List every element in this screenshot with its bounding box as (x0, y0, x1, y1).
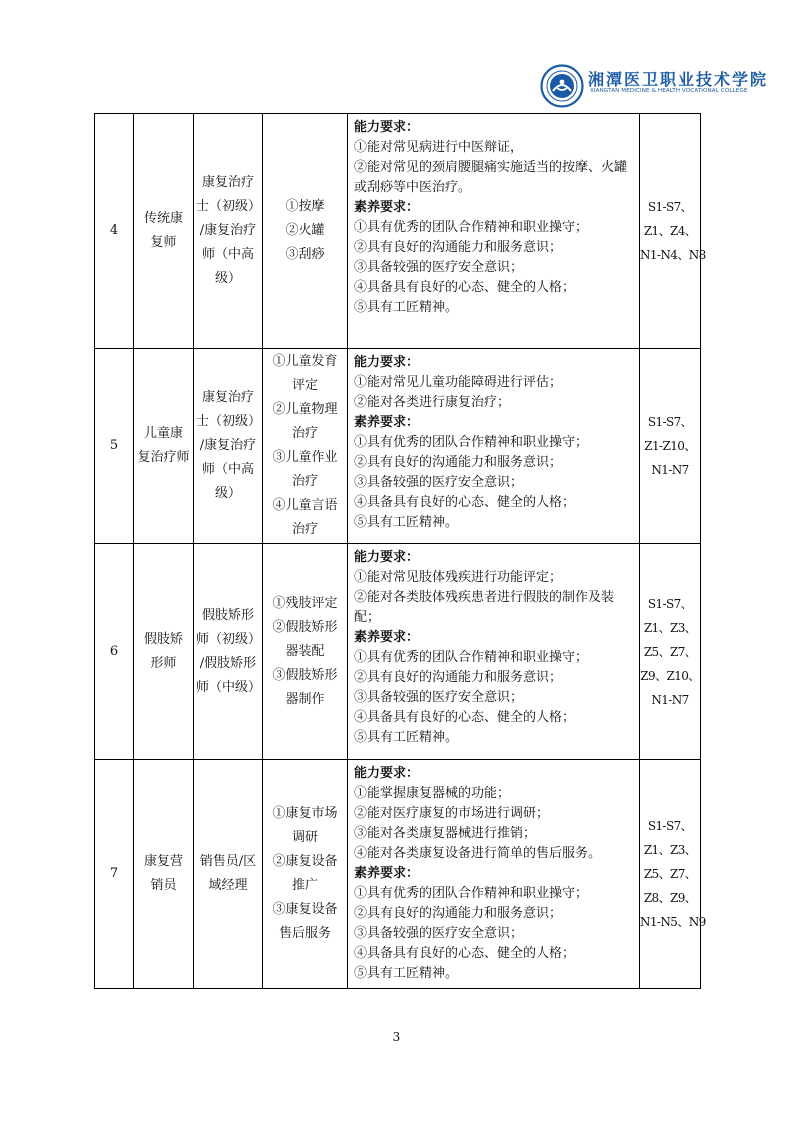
work-task-line: ②火罐 (285, 223, 325, 238)
quality-item: ②具有良好的沟通能力和服务意识； (354, 240, 563, 255)
quality-item: ②具有良好的沟通能力和服务意识； (354, 455, 563, 470)
job-title-cell (134, 349, 194, 544)
ability-heading: 能力要求： (354, 120, 420, 135)
job-title-cell (134, 114, 194, 349)
code-line: S1-S7、 (647, 596, 693, 611)
college-logo (540, 64, 769, 112)
certificate-line: 康复治疗 (201, 390, 254, 405)
certificate-line: /康复治疗 (199, 223, 257, 238)
work-task-line: ①康复市场 (272, 806, 338, 821)
ability-item: ②能对医疗康复的市场进行调研； (354, 806, 550, 821)
quality-item: ④具备具有良好的心态、健全的人格； (354, 280, 576, 295)
code-line: N1-N7 (651, 463, 689, 477)
ability-item: ②能对各类肢体残疾患者进行假肢的制作及装配； (354, 590, 615, 625)
work-task-line: ③康复设备 (272, 902, 338, 917)
work-task-line: 推广 (291, 878, 318, 893)
row-number: 7 (95, 760, 134, 989)
job-title-line: 儿童康 (143, 426, 183, 441)
code-line: S1-S7、 (647, 200, 693, 214)
certificate-line: 士（初级） (196, 414, 262, 429)
code-line: N1-N5、N9 (640, 915, 706, 929)
code-line: Z5、Z7、 (643, 867, 697, 881)
code-line: Z9、Z10、 (640, 668, 700, 683)
ability-item: ①能掌握康复器械的功能； (354, 786, 511, 801)
ability-item: ①能对常见肢体残疾进行功能评定； (354, 570, 563, 585)
table-row (95, 760, 701, 989)
code-line: S1-S7、 (647, 819, 693, 833)
quality-item: ①具有优秀的团队合作精神和职业操守； (354, 435, 589, 450)
quality-item: ③具备较强的医疗安全意识； (354, 260, 524, 275)
row-number: 5 (95, 349, 134, 544)
job-title-line: 复师 (150, 235, 177, 250)
job-title-cell (134, 544, 194, 760)
quality-item: ②具有良好的沟通能力和服务意识； (354, 670, 563, 685)
quality-item: ③具备较强的医疗安全意识； (354, 926, 524, 941)
certificate-line: 级） (214, 486, 241, 501)
certificate-line: /康复治疗 (199, 438, 257, 453)
work-task-line: ③儿童作业 (272, 450, 338, 465)
quality-item: ⑤具有工匠精神。 (354, 300, 459, 315)
work-task-line: 器装配 (285, 643, 325, 659)
requirement-cell (348, 544, 640, 760)
code-line: S1-S7、 (647, 415, 693, 429)
job-title-line: 销员 (150, 878, 177, 893)
certificate-line: 康复治疗 (201, 175, 254, 190)
code-line: Z1、Z3、 (643, 620, 697, 635)
quality-item: ④具备具有良好的心态、健全的人格； (354, 495, 576, 510)
requirement-cell (348, 114, 640, 349)
career-table (94, 113, 706, 989)
quality-heading: 素养要求： (354, 866, 420, 881)
work-task-line: 器制作 (285, 691, 325, 707)
work-task-cell (263, 544, 348, 760)
job-title-line: 复治疗师 (137, 450, 190, 465)
table-row (95, 544, 701, 760)
work-task-line: ③假肢矫形 (272, 667, 338, 683)
logo-college-name: 湘潭医卫职业技术学院 (588, 70, 769, 89)
code-line: Z5、Z7、 (643, 644, 697, 659)
work-task-line: ④儿童言语 (272, 498, 338, 513)
job-title-line: 传统康 (143, 211, 183, 226)
ability-item: ②能对常见的颈肩腰腿痛实施适当的按摩、火罐或刮痧等中医治疗。 (354, 160, 628, 195)
code-line: Z1、Z4、 (643, 224, 697, 238)
table-row (95, 114, 701, 349)
work-task-line: 评定 (291, 378, 318, 393)
ability-item: ②能对各类进行康复治疗； (354, 395, 511, 410)
quality-item: ③具备较强的医疗安全意识； (354, 690, 524, 705)
certificate-cell (194, 544, 263, 760)
code-cell (640, 760, 706, 989)
ability-item: ④能对各类康复设备进行简单的售后服务。 (354, 846, 602, 861)
quality-item: ④具备具有良好的心态、健全的人格； (354, 710, 576, 725)
certificate-line: 域经理 (208, 878, 248, 893)
requirement-cell (348, 349, 640, 544)
quality-item: ④具备具有良好的心态、健全的人格； (354, 946, 576, 961)
code-cell (640, 349, 701, 544)
code-line: N1-N7 (651, 692, 689, 707)
ability-item: ①能对常见病进行中医辩证， (354, 140, 524, 155)
certificate-cell (194, 760, 263, 989)
code-line: N1-N4、N8 (640, 248, 706, 262)
certificate-line: 师（中级） (196, 679, 262, 695)
page-number: 3 (392, 1030, 401, 1044)
ability-heading: 能力要求： (354, 766, 420, 781)
quality-item: ⑤具有工匠精神。 (354, 966, 459, 981)
row-number: 4 (95, 114, 134, 349)
code-line: Z1、Z3、 (643, 843, 697, 857)
code-line: Z1-Z10、 (644, 439, 696, 453)
job-title-line: 假肢矫 (143, 631, 183, 647)
row-number: 6 (95, 544, 134, 760)
quality-item: ②具有良好的沟通能力和服务意识； (354, 906, 563, 921)
work-task-cell (263, 114, 348, 349)
work-task-line: 治疗 (291, 522, 318, 537)
certificate-line: 师（中高 (201, 462, 254, 477)
job-title-cell (134, 760, 194, 989)
quality-heading: 素养要求： (354, 200, 420, 215)
code-cell (640, 114, 706, 349)
ability-item: ③能对各类康复器械进行推销； (354, 826, 537, 841)
ability-item: ①能对常见儿童功能障碍进行评估； (354, 375, 563, 390)
quality-item: ⑤具有工匠精神。 (354, 730, 459, 745)
job-title-line: 形师 (150, 655, 177, 671)
quality-heading: 素养要求： (354, 415, 420, 430)
work-task-line: ①儿童发育 (272, 354, 338, 369)
work-task-line: ②儿童物理 (272, 402, 338, 417)
certificate-line: /假肢矫形 (199, 655, 257, 671)
quality-item: ①具有优秀的团队合作精神和职业操守； (354, 650, 589, 665)
quality-item: ①具有优秀的团队合作精神和职业操守； (354, 886, 589, 901)
requirement-cell (348, 760, 640, 989)
work-task-cell (263, 349, 348, 544)
certificate-line: 士（初级） (196, 199, 262, 214)
certificate-line: 级） (214, 271, 241, 286)
work-task-line: 调研 (291, 830, 318, 845)
work-task-cell (263, 760, 348, 989)
certificate-cell (194, 349, 263, 544)
certificate-cell (194, 114, 263, 349)
work-task-line: 治疗 (291, 426, 318, 441)
work-task-line: ①按摩 (285, 199, 325, 214)
certificate-line: 师（初级） (196, 631, 262, 647)
college-seal-icon (540, 64, 584, 108)
work-task-line: 售后服务 (278, 926, 331, 941)
work-task-line: ②康复设备 (272, 854, 338, 869)
ability-heading: 能力要求： (354, 550, 420, 565)
quality-heading: 素养要求： (354, 630, 420, 645)
quality-item: ①具有优秀的团队合作精神和职业操守； (354, 220, 589, 235)
table-row (95, 349, 701, 544)
work-task-line: ②假肢矫形 (272, 619, 338, 635)
code-line: Z8、Z9、 (643, 891, 697, 905)
certificate-line: 销售员/区 (199, 854, 257, 869)
work-task-line: 治疗 (291, 474, 318, 489)
quality-item: ③具备较强的医疗安全意识； (354, 475, 524, 490)
logo-college-english-name: XIANGTAN MEDICINE & HEALTH VOCATIONAL COLLEGE (590, 88, 748, 94)
certificate-line: 假肢矫形 (201, 607, 254, 623)
work-task-line: ①残肢评定 (272, 595, 338, 611)
quality-item: ⑤具有工匠精神。 (354, 515, 459, 530)
code-cell (640, 544, 701, 760)
certificate-line: 师（中高 (201, 247, 254, 262)
job-title-line: 康复营 (143, 854, 183, 869)
work-task-line: ③刮痧 (285, 247, 325, 262)
ability-heading: 能力要求： (354, 355, 420, 370)
